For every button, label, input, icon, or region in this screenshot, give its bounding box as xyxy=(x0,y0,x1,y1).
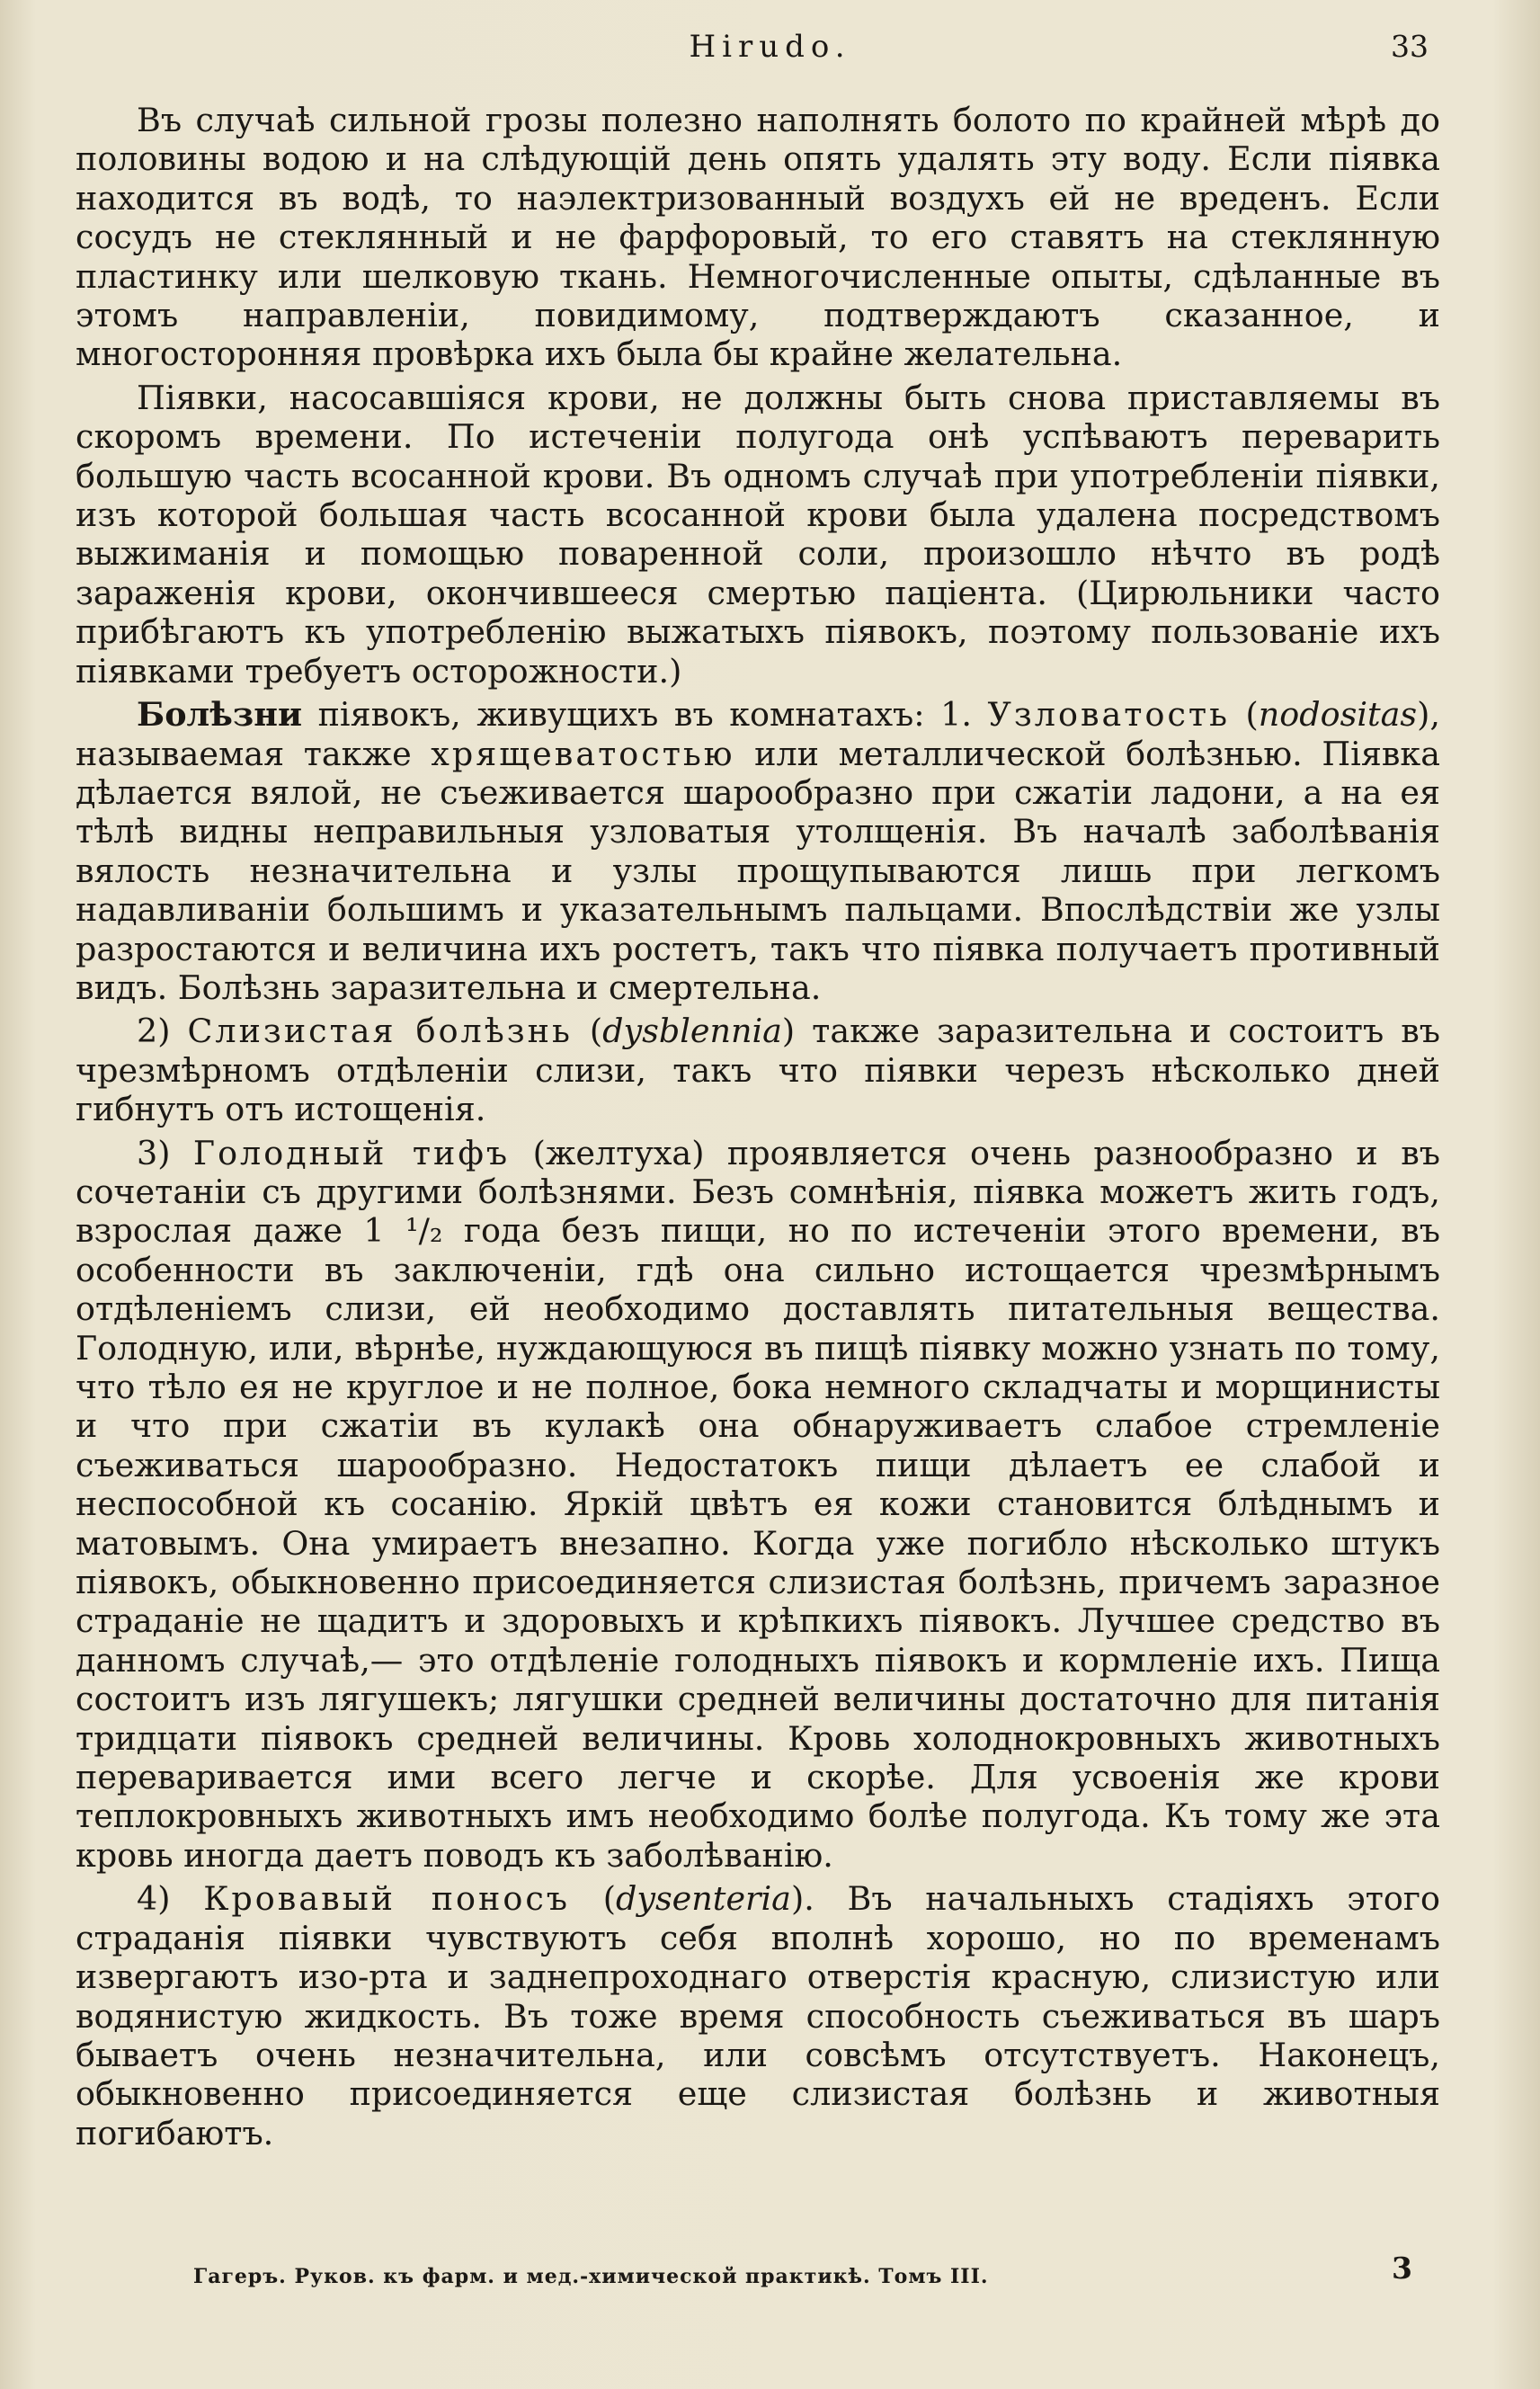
paragraph-dysblennia: 2) Слизистая болѣзнь (dysblennia) также заразительна и состоитъ въ чрезмѣрномъ отдѣленіи слизи, такъ что піявки черезъ нѣсколько дней гибнутъ отъ истощенія. xyxy=(76,1012,1440,1129)
signature-mark: 3 xyxy=(1392,2251,1412,2286)
footer-reference: Гагеръ. Руков. къ фарм. и мед.-химической практикѣ. Томъ III. xyxy=(193,2265,989,2288)
paragraph-dysenteria: 4) Кровавый поносъ (dysenteria). Въ начальныхъ стадіяхъ этого страданія піявки чувствуютъ себя вполнѣ хорошо, но по временамъ извергаютъ изо-рта и заднепроходнаго отверстія красную, слизистую или водянистую жидкость. Въ тоже время способность съеживаться въ шаръ бываетъ очень незначительна, или совсѣмъ отсутствуетъ. Наконецъ, обыкновенно присоединяется еще слизистая болѣзнь и животныя погибаютъ. xyxy=(76,1879,1441,2153)
page-header xyxy=(0,23,1540,68)
latin-dysblennia: dysblennia xyxy=(602,1012,782,1051)
paragraph-hunger-typhus: 3) Голодный тифъ (желтуха) проявляется очень разнообразно и въ сочетаніи съ другими болѣзнями. Безъ сомнѣнія, піявка можетъ жить годъ, взрослая даже 1 ¹/₂ года безъ пищи, но по истеченіи этого времени, въ особенности въ заключеніи, гдѣ она сильно истощается чрезмѣрнымъ отдѣленіемъ слизи, ей необходимо доставлять питательныя вещества. Голодную, или, вѣрнѣе, нуждающуюся въ пищѣ піявку можно узнать по тому, что тѣло ея не круглое и не полное, бока немного складчаты и морщинисты и что при сжатіи въ кулакѣ она обнаруживаетъ слабое стремленіе съеживаться шарообразно. Недостатокъ пищи дѣлаетъ ее слабой и неспособной къ сосанію. Яркій цвѣтъ ея кожи становится блѣднымъ и матовымъ. Она умираетъ внезапно. Когда уже погибло нѣсколько штукъ піявокъ, обыкновенно присоединяется слизистая болѣзнь, причемъ заразное страданіе не щадитъ и здоровыхъ и крѣпкихъ піявокъ. Лучшее средство въ данномъ случаѣ,— это отдѣленіе голодныхъ піявокъ и кормленіе ихъ. Пища состоитъ изъ лягушекъ; лягушки средней величины достаточно для питанія тридцати піявокъ средней величины. Кровь холоднокровныхъ животныхъ переваривается ими всего легче и скорѣе. Для усвоенія же крови теплокровныхъ животныхъ имъ необходимо болѣе полугода. Къ тому же эта кровь иногда даетъ поводъ къ заболѣванію. xyxy=(76,1133,1440,1875)
latin-dysenteria: dysenteria xyxy=(615,1879,791,1919)
latin-nodositas: nodositas xyxy=(1258,695,1418,735)
term-cartilaginous: хрящеватостью xyxy=(431,734,735,773)
page-number: 33 xyxy=(1391,29,1429,64)
term-nodositas: Узловатость xyxy=(987,695,1230,735)
paragraph-thunderstorm: Въ случаѣ сильной грозы полезно наполнять болото по крайней мѣрѣ до половины водою и на слѣдующій день опять удалять эту воду. Если піявка находится въ водѣ, то наэлектризованный воздухъ ей не вреденъ. Если сосудъ не стеклянный и не фарфоровый, то его ставятъ на стеклянную пластинку или шелковую ткань. Немногочисленные опыты, сдѣланные въ этомъ направленіи, повидимому, подтверждаютъ сказанное, и многосторонняя провѣрка ихъ была бы крайне желательна. xyxy=(76,101,1440,374)
term-bloody-flux: Кровавый поносъ xyxy=(203,1879,570,1919)
term-hunger-typhus: Голодный тифъ xyxy=(192,1133,511,1172)
page-footer xyxy=(193,2251,1416,2306)
diseases-heading: Болѣзни xyxy=(137,695,303,735)
page-body xyxy=(76,101,1440,2157)
running-title: Hirudo. xyxy=(689,29,851,65)
paragraph-reuse-leeches: Піявки, насосавшіяся крови, не должны быть снова приставляемы въ скоромъ времени. По истеченіи полугода онѣ успѣваютъ переварить большую часть всосанной крови. Въ одномъ случаѣ при употребленіи піявки, изъ которой большая часть всосанной крови была удалена посредствомъ выжиманія и помощью поваренной соли, произошло нѣчто въ родѣ зараженія крови, окончившееся смертью паціента. (Цирюльники часто прибѣгаютъ къ употребленію выжатыхъ піявокъ, поэтому пользованіе ихъ піявками требуетъ осторожности.) xyxy=(76,378,1440,691)
term-mucous-disease: Слизистая болѣзнь xyxy=(187,1012,573,1051)
paragraph-diseases-nodositas: Болѣзни піявокъ, живущихъ въ комнатахъ: 1. Узловатость (nodositas), называемая также хрящеватостью или металлической болѣзнью. Піявка дѣлается вялой, не съеживается шарообразно при сжатіи ладони, а на ея тѣлѣ видны неправильныя узловатыя утолщенія. Въ началѣ заболѣванія вялость незначительна и узлы прощупываются лишь при легкомъ надавливаніи большимъ и указательнымъ пальцами. Впослѣдствіи же узлы разростаются и величина ихъ ростетъ, такъ что піявка получаетъ противный видъ. Болѣзнь заразительна и смертельна. xyxy=(76,695,1440,1007)
